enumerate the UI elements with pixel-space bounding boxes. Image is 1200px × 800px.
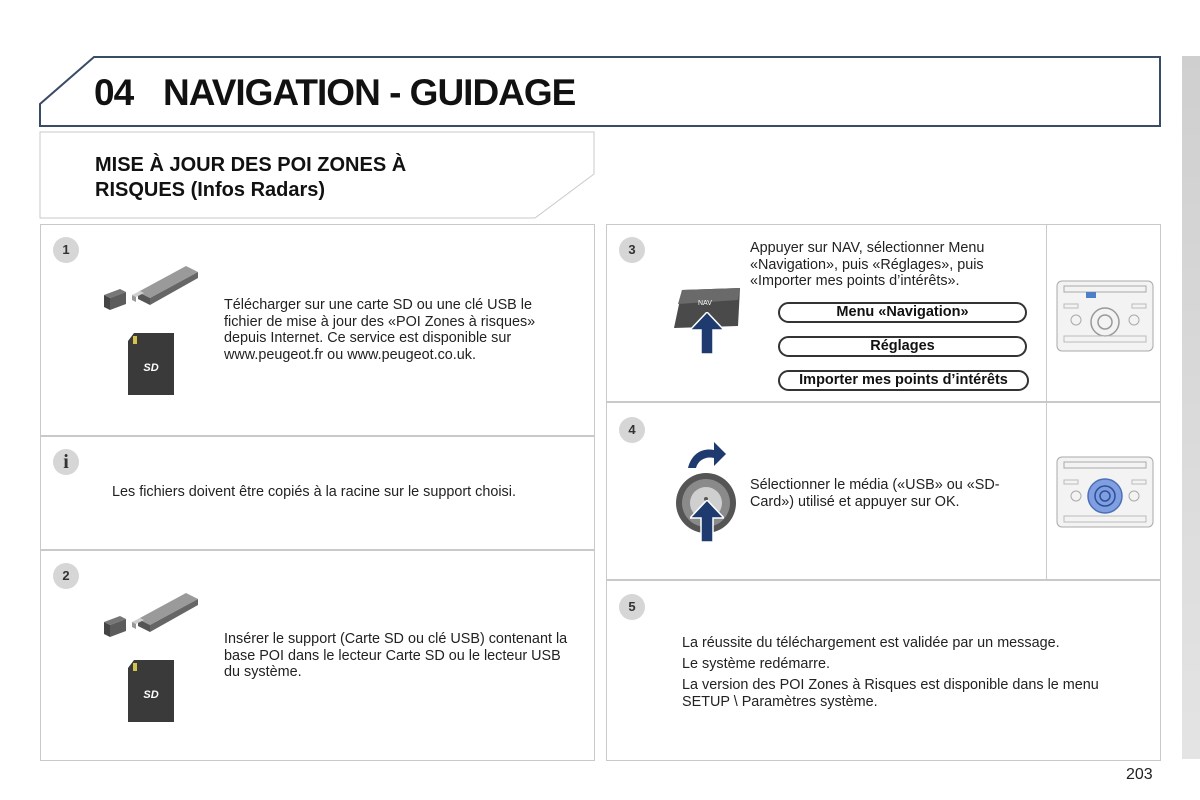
head-unit-icon — [1056, 280, 1154, 352]
info-text: Les fichiers doivent être copiés à la racine sur le support choisi. — [112, 484, 516, 500]
arrow-up-icon — [690, 500, 724, 542]
step-3-badge: 3 — [619, 237, 645, 263]
step-2-badge: 2 — [53, 563, 79, 589]
section-title-line1: MISE À JOUR DES POI ZONES À — [95, 154, 407, 176]
sd-card-icon — [128, 333, 176, 397]
step-4-text: Sélectionner le média («USB» ou «SD-Card») utilisé et appuyer sur OK. — [750, 477, 1000, 510]
step-5-badge: 5 — [619, 594, 645, 620]
usb-key-icon — [102, 585, 202, 645]
side-tab — [1182, 56, 1200, 759]
step-1-badge: 1 — [53, 237, 79, 263]
step-5-text-2: Le système redémarre. — [682, 656, 830, 672]
arrow-up-icon — [690, 312, 724, 354]
nav-button-label: NAV — [698, 300, 712, 307]
page-title: NAVIGATION - GUIDAGE — [163, 72, 576, 113]
svg-text:SD: SD — [143, 689, 159, 701]
info-icon: i — [53, 449, 79, 475]
step-2-text: Insérer le support (Carte SD ou clé USB) contenant la base POI dans le lecteur Carte SD ou le lecteur USB du système. — [224, 631, 568, 680]
reglages-option[interactable]: Réglages — [778, 336, 1027, 357]
menu-navigation-option[interactable]: Menu «Navigation» — [778, 302, 1027, 323]
page-number: 203 — [1126, 766, 1153, 783]
section-title-line2: RISQUES (Infos Radars) — [95, 179, 326, 201]
step-5-text-3: La version des POI Zones à Risques est disponible dans le menu SETUP \ Paramètres système. — [682, 677, 1099, 710]
svg-text:SD: SD — [143, 362, 159, 374]
right-column-divider — [1046, 224, 1047, 580]
sd-card-icon — [128, 660, 176, 724]
section-title — [95, 153, 406, 203]
step-1-text: Télécharger sur une carte SD ou une clé USB le fichier de mise à jour des «POI Zones à risques» depuis Internet. Ce service est disponible sur www.peugeot.fr ou www.peugeot.co.uk. — [224, 297, 536, 363]
step-5-text-1: La réussite du téléchargement est validée par un message. — [682, 635, 1060, 651]
step-3-text: Appuyer sur NAV, sélectionner Menu «Navigation», puis «Réglages», puis «Importer mes points d’intérêts». — [750, 240, 985, 289]
arrow-rotate-icon — [684, 440, 728, 470]
step-4-badge: 4 — [619, 417, 645, 443]
usb-key-icon — [102, 258, 202, 318]
head-unit-icon — [1056, 456, 1154, 528]
import-poi-option[interactable]: Importer mes points d’intérêts — [778, 370, 1029, 391]
chapter-number: 04 — [94, 72, 134, 113]
